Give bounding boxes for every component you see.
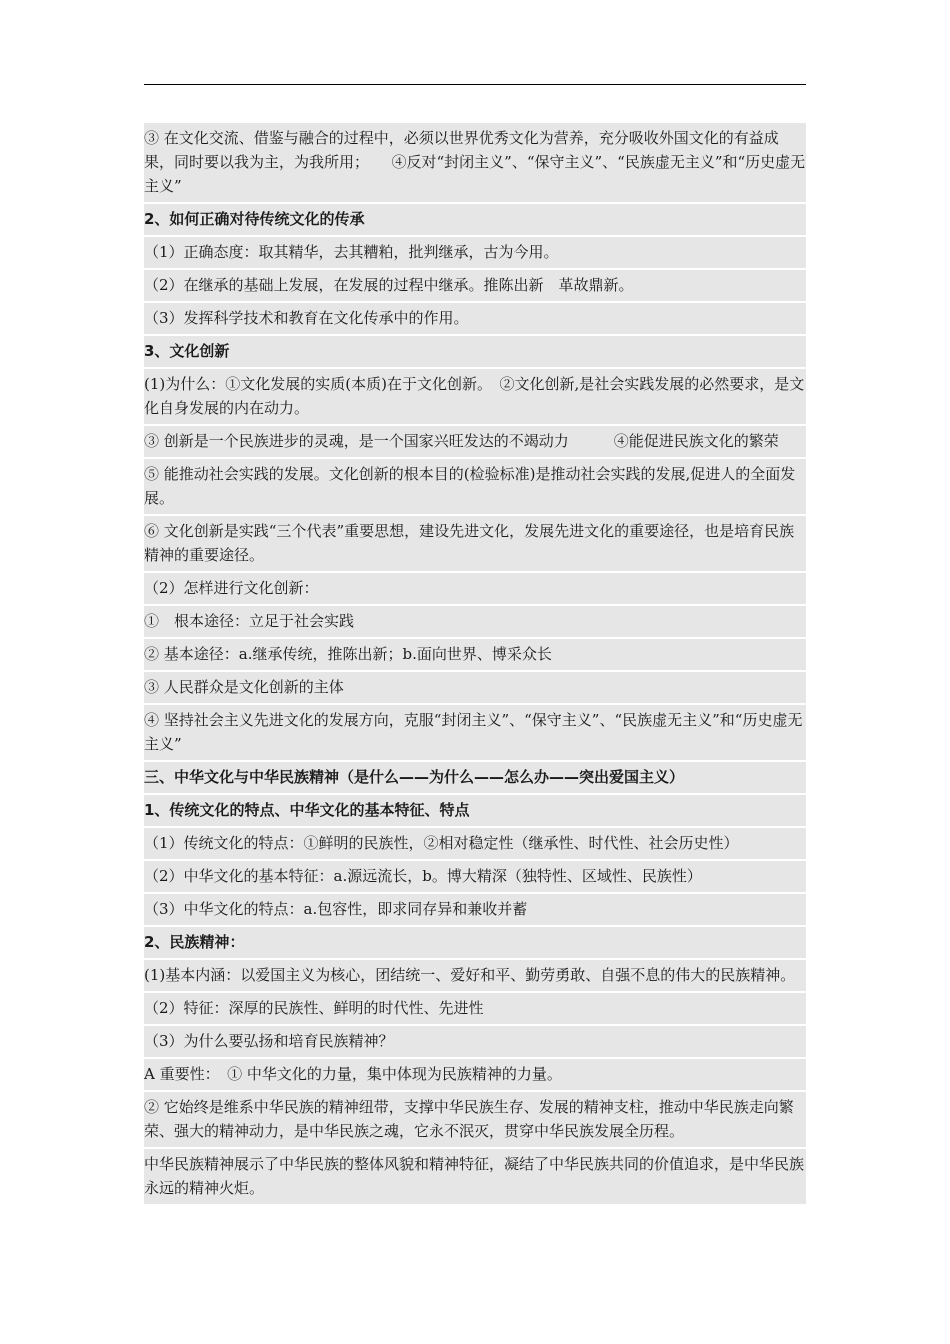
section-heading: 三、中华文化与中华民族精神（是什么——为什么——怎么办——突出爱国主义） [144, 762, 806, 793]
paragraph: （3）为什么要弘扬和培育民族精神？ [144, 1026, 806, 1057]
header-rule [144, 84, 806, 85]
paragraph: ② 它始终是维系中华民族的精神纽带，支撑中华民族生存、发展的精神支柱，推动中华民族走向繁荣、强大的精神动力，是中华民族之魂，它永不泯灭，贯穿中华民族发展全历程。 [144, 1092, 806, 1147]
paragraph: ③ 创新是一个民族进步的灵魂，是一个国家兴旺发达的不竭动力 ④能促进民族文化的繁荣 [144, 426, 806, 457]
paragraph: ③ 在文化交流、借鉴与融合的过程中，必须以世界优秀文化为营养，充分吸收外国文化的有益成果，同时要以我为主，为我所用； ④反对“封闭主义”、“保守主义”、“民族虚无主义”和“历史虚无主义” [144, 123, 806, 202]
paragraph: ⑥ 文化创新是实践“三个代表”重要思想，建设先进文化，发展先进文化的重要途径，也是培育民族精神的重要途径。 [144, 516, 806, 571]
paragraph: ① 根本途径：立足于社会实践 [144, 606, 806, 637]
section-heading: 2、如何正确对待传统文化的传承 [144, 204, 806, 235]
paragraph: ④ 坚持社会主义先进文化的发展方向，克服“封闭主义”、“保守主义”、“民族虚无主义”和“历史虚无主义” [144, 705, 806, 760]
paragraph: （3）发挥科学技术和教育在文化传承中的作用。 [144, 303, 806, 334]
paragraph: （1）正确态度：取其精华，去其糟粕，批判继承，古为今用。 [144, 237, 806, 268]
document-body [144, 123, 806, 1206]
section-heading: 2、民族精神： [144, 927, 806, 958]
paragraph: ② 基本途径：a.继承传统，推陈出新；b.面向世界、博采众长 [144, 639, 806, 670]
paragraph: ③ 人民群众是文化创新的主体 [144, 672, 806, 703]
paragraph: A 重要性： ① 中华文化的力量，集中体现为民族精神的力量。 [144, 1059, 806, 1090]
paragraph: 中华民族精神展示了中华民族的整体风貌和精神特征，凝结了中华民族共同的价值追求，是中华民族永远的精神火炬。 [144, 1149, 806, 1204]
paragraph: （2）怎样进行文化创新： [144, 573, 806, 604]
paragraph: （1）传统文化的特点：①鲜明的民族性，②相对稳定性（继承性、时代性、社会历史性） [144, 828, 806, 859]
section-heading: 1、传统文化的特点、中华文化的基本特征、特点 [144, 795, 806, 826]
paragraph: （2）中华文化的基本特征：a.源远流长，b。博大精深（独特性、区域性、民族性） [144, 861, 806, 892]
section-heading: 3、文化创新 [144, 336, 806, 367]
paragraph: ⑤ 能推动社会实践的发展。文化创新的根本目的(检验标准)是推动社会实践的发展,促进人的全面发展。 [144, 459, 806, 514]
paragraph: （3）中华文化的特点：a.包容性，即求同存异和兼收并蓄 [144, 894, 806, 925]
paragraph: （2）在继承的基础上发展，在发展的过程中继承。推陈出新 革故鼎新。 [144, 270, 806, 301]
paragraph: (1)基本内涵：以爱国主义为核心，团结统一、爱好和平、勤劳勇敢、自强不息的伟大的民族精神。 [144, 960, 806, 991]
paragraph: (1)为什么：①文化发展的实质(本质)在于文化创新。 ②文化创新,是社会实践发展的必然要求，是文化自身发展的内在动力。 [144, 369, 806, 424]
paragraph: （2）特征：深厚的民族性、鲜明的时代性、先进性 [144, 993, 806, 1024]
